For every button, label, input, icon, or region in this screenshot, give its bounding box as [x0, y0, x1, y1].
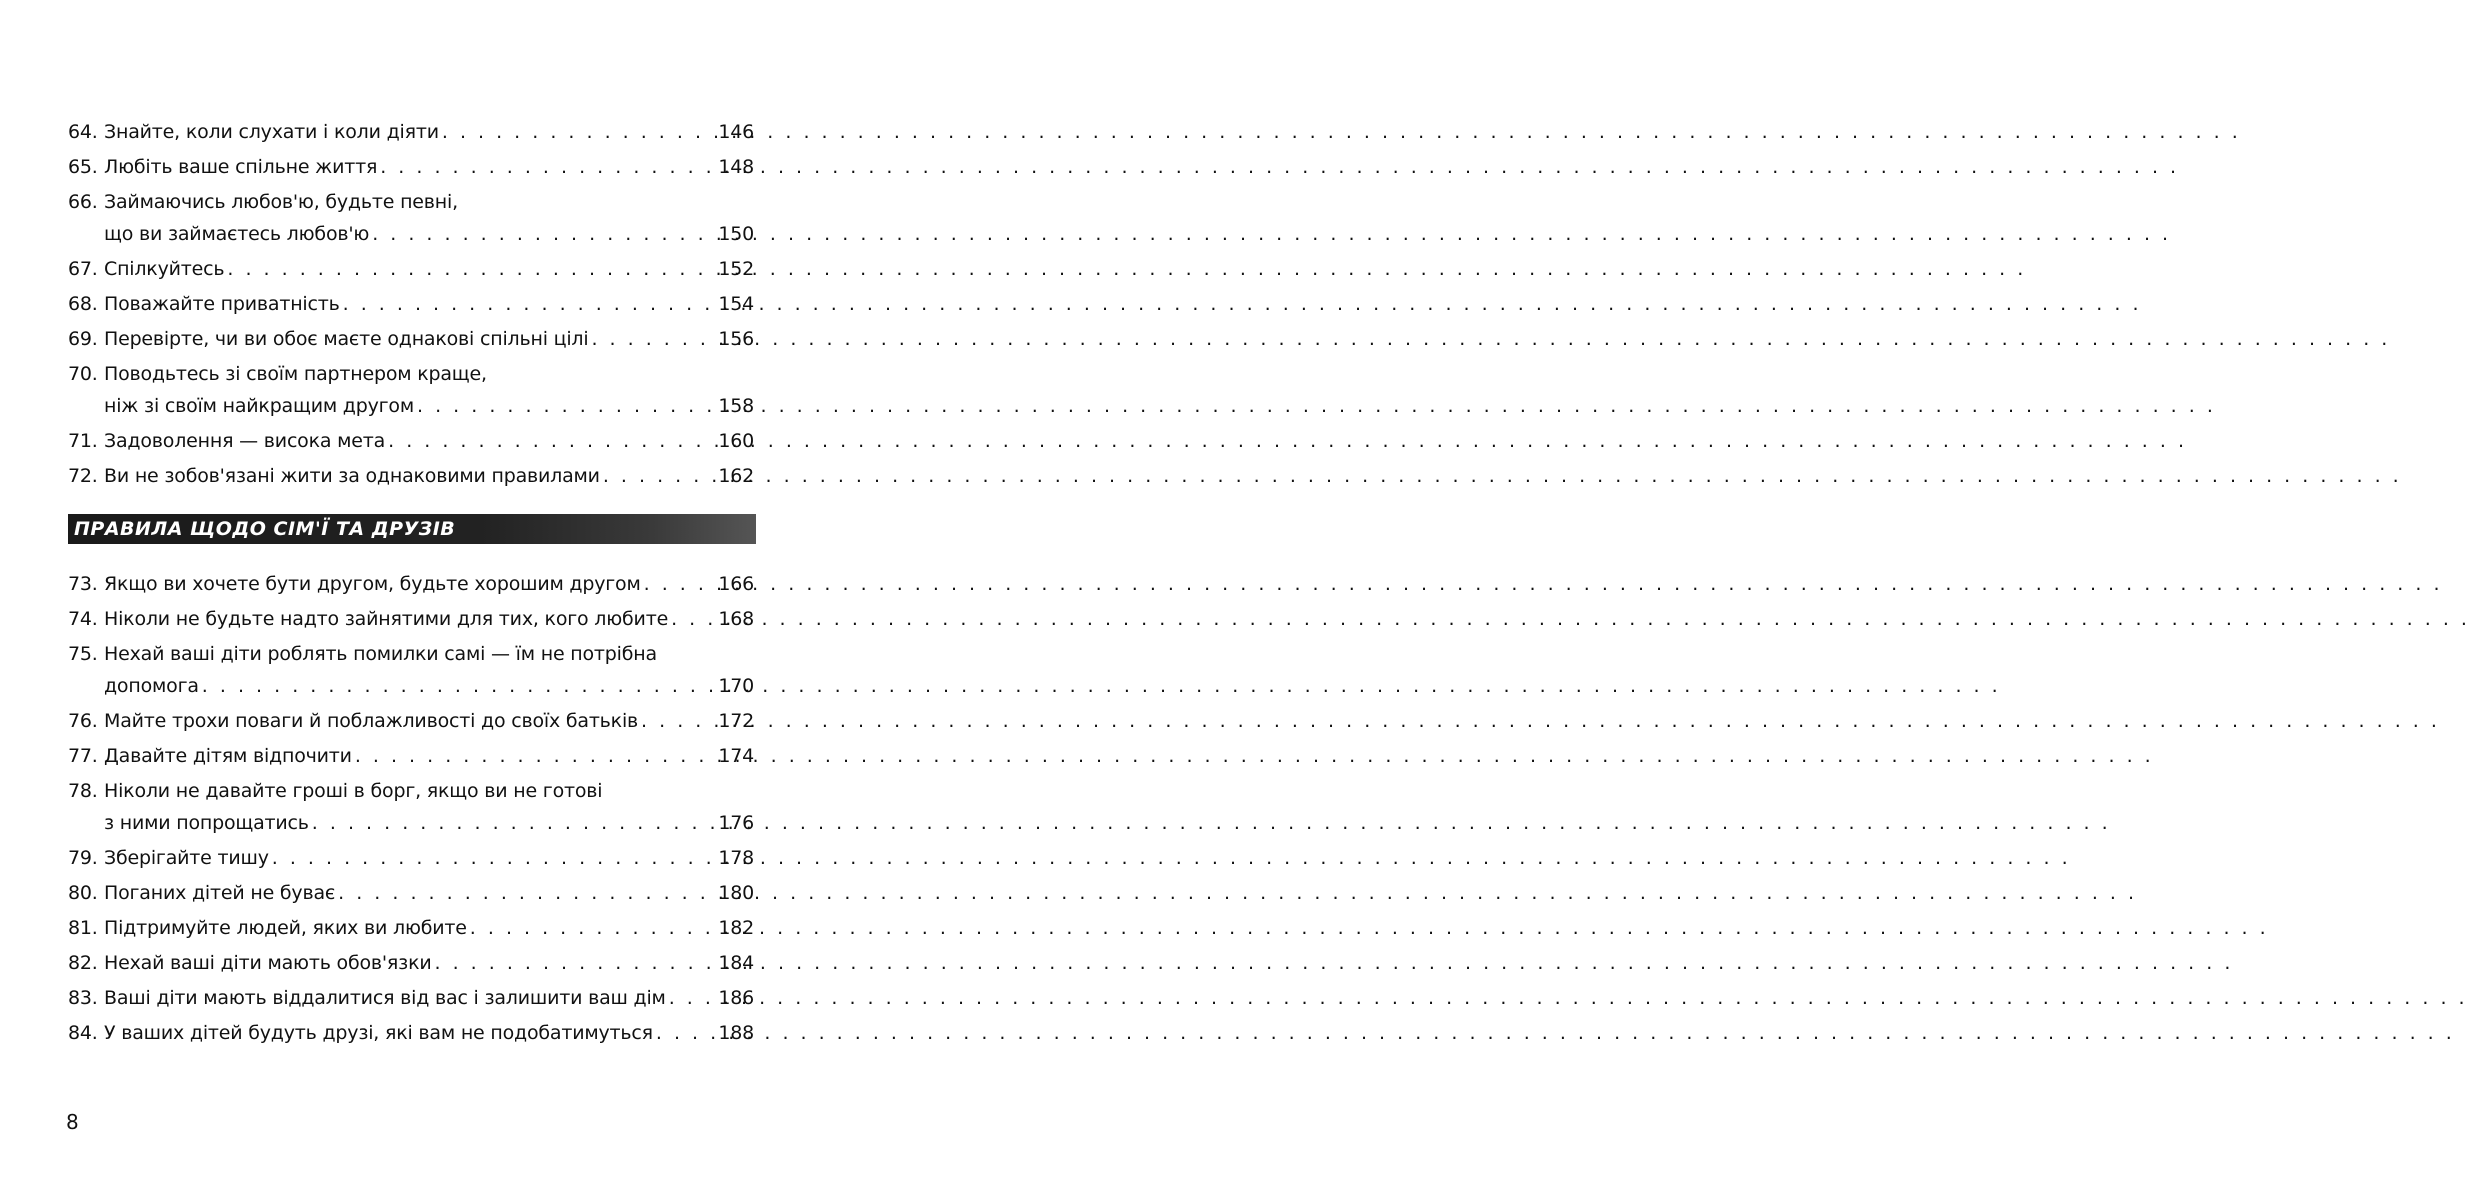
toc-entry-title: Знайте, коли слухати і коли діяти [104, 121, 439, 143]
toc-entry-page: 156 [718, 328, 754, 350]
dot-leader [388, 425, 715, 457]
dot-leader [669, 982, 716, 1014]
toc-entry-body [104, 358, 754, 422]
toc-entry-body [104, 947, 754, 979]
toc-entry-page: 180 [718, 882, 754, 904]
toc-entry-title: Ніколи не будьте надто зайнятими для тих, кого любите [104, 608, 669, 630]
toc-entry-title: допомога [104, 675, 199, 697]
toc-entry-number: 83. [68, 987, 98, 1009]
toc-entry-page: 184 [718, 952, 754, 974]
toc-entry-body [104, 705, 754, 737]
dot-leader [591, 323, 715, 355]
toc-entry-last-line [104, 151, 754, 183]
toc-entry-page: 186 [718, 987, 754, 1009]
toc-entry-body [104, 842, 754, 874]
toc-entry-number: 75. [68, 643, 98, 665]
toc-entry-last-line [104, 947, 754, 979]
toc-entry-body [104, 323, 754, 355]
toc-entry-body [104, 638, 754, 702]
toc-entry-title: Ваші діти мають віддалитися від вас і залишити ваш дім [104, 987, 666, 1009]
toc-list-relationships [68, 116, 754, 495]
toc-entry-last-line [104, 460, 754, 492]
toc-entry-page: 146 [718, 121, 754, 143]
toc-entry-body [104, 603, 754, 635]
toc-entry-number: 76. [68, 710, 98, 732]
toc-entry-body [104, 253, 754, 285]
toc-entry[interactable] [68, 186, 754, 250]
dot-leader [671, 603, 715, 635]
toc-entry-page: 170 [718, 675, 754, 697]
toc-entry-last-line [104, 842, 754, 874]
toc-entry[interactable] [68, 323, 754, 355]
dot-leader [435, 947, 716, 979]
toc-entry[interactable] [68, 358, 754, 422]
dot-leader [312, 807, 716, 839]
toc-entry-page: 182 [718, 917, 754, 939]
dot-leader [343, 288, 716, 320]
toc-entry-last-line [104, 807, 754, 839]
toc-entry-title: Задоволення — висока мета [104, 430, 386, 452]
toc-entry-body [104, 775, 754, 839]
toc-entry-page: 160 [718, 430, 754, 452]
toc-entry-body [104, 288, 754, 320]
toc-entry-last-line [104, 603, 754, 635]
toc-entry-title-line: Поводьтесь зі своїм партнером краще, [104, 363, 487, 385]
toc-entry-title: Давайте дітям відпочити [104, 745, 352, 767]
toc-entry-last-line [104, 670, 754, 702]
toc-entry-number: 81. [68, 917, 98, 939]
toc-entry-last-line [104, 253, 754, 285]
toc-entry[interactable] [68, 568, 754, 600]
toc-entry-title: Любіть ваше спільне життя [104, 156, 378, 178]
toc-entry-last-line [104, 912, 754, 944]
toc-entry-title: Поганих дітей не буває [104, 882, 336, 904]
toc-entry-last-line [104, 982, 754, 1014]
toc-entry-title: що ви займаєтесь любов'ю [104, 223, 370, 245]
toc-entry-number: 74. [68, 608, 98, 630]
toc-entry-title-line: Нехай ваші діти роблять помилки самі — їм не потрібна [104, 643, 657, 665]
toc-entry-title: Зберігайте тишу [104, 847, 269, 869]
dot-leader [380, 151, 715, 183]
toc-entry-page: 166 [718, 573, 754, 595]
toc-entry-title-line: Ніколи не давайте гроші в борг, якщо ви не готові [104, 780, 603, 802]
toc-list-family-friends [68, 568, 754, 1052]
dot-leader [355, 740, 716, 772]
toc-entry-page: 154 [718, 293, 754, 315]
toc-entry-body [104, 425, 754, 457]
toc-entry-title: Поважайте приватність [104, 293, 340, 315]
toc-entry-number: 67. [68, 258, 98, 280]
book-page [0, 0, 780, 1200]
toc-entry-body [104, 1017, 754, 1049]
toc-entry-number: 73. [68, 573, 98, 595]
toc-entry-page: 178 [718, 847, 754, 869]
toc-entry-number: 69. [68, 328, 98, 350]
toc-entry-number: 68. [68, 293, 98, 315]
toc-entry-title: ніж зі своїм найкращим другом [104, 395, 414, 417]
toc-entry[interactable] [68, 253, 754, 285]
dot-leader [641, 705, 715, 737]
toc-entry-number: 79. [68, 847, 98, 869]
toc-entry-page: 172 [718, 710, 754, 732]
toc-entry-page: 158 [718, 395, 754, 417]
dot-leader [417, 390, 715, 422]
toc-entry-last-line [104, 218, 754, 250]
toc-entry-body [104, 460, 754, 492]
dot-leader [656, 1017, 715, 1049]
dot-leader [442, 116, 715, 148]
toc-entry-number: 82. [68, 952, 98, 974]
toc-entry[interactable] [68, 603, 754, 635]
toc-entry-body [104, 186, 754, 250]
toc-entry-last-line [104, 877, 754, 909]
toc-entry-page: 176 [718, 812, 754, 834]
toc-entry[interactable] [68, 638, 754, 702]
dot-leader [227, 253, 715, 285]
toc-entry-body [104, 568, 754, 600]
toc-entry-number: 65. [68, 156, 98, 178]
dot-leader [372, 218, 715, 250]
toc-entry[interactable] [68, 842, 754, 874]
toc-entry-number: 70. [68, 363, 98, 385]
toc-entry-title: Ви не зобов'язані жити за однаковими правилами [104, 465, 600, 487]
toc-entry-last-line [104, 390, 754, 422]
toc-entry-title: Перевірте, чи ви обоє маєте однакові спільні цілі [104, 328, 589, 350]
dot-leader [644, 568, 716, 600]
toc-entry-body [104, 151, 754, 183]
toc-entry-last-line [104, 1017, 754, 1049]
toc-entry-body [104, 740, 754, 772]
section-heading-family-friends: ПРАВИЛА ЩОДО СІМ'Ї ТА ДРУЗІВ [68, 514, 756, 544]
dot-leader [272, 842, 716, 874]
page-number: 8 [66, 1110, 79, 1134]
toc-entry-title: Нехай ваші діти мають обов'язки [104, 952, 432, 974]
toc-entry-last-line [104, 323, 754, 355]
toc-entry[interactable] [68, 912, 754, 944]
dot-leader [202, 670, 716, 702]
toc-entry-page: 150 [718, 223, 754, 245]
toc-entry[interactable] [68, 775, 754, 839]
toc-entry-last-line [104, 116, 754, 148]
dot-leader [470, 912, 716, 944]
toc-entry-body [104, 912, 754, 944]
toc-entry-page: 162 [718, 465, 754, 487]
toc-entry-title: Спілкуйтесь [104, 258, 225, 280]
toc-entry-last-line [104, 705, 754, 737]
toc-entry-number: 71. [68, 430, 98, 452]
toc-entry-number: 77. [68, 745, 98, 767]
toc-entry-body [104, 877, 754, 909]
toc-entry-page: 188 [718, 1022, 754, 1044]
toc-entry-body [104, 116, 754, 148]
toc-entry-title: Майте трохи поваги й поблажливості до своїх батьків [104, 710, 639, 732]
toc-entry-body [104, 982, 754, 1014]
toc-entry[interactable] [68, 740, 754, 772]
toc-entry-last-line [104, 288, 754, 320]
toc-entry[interactable] [68, 151, 754, 183]
toc-entry-page: 174 [718, 745, 754, 767]
toc-entry[interactable] [68, 982, 754, 1014]
toc-entry[interactable] [68, 947, 754, 979]
toc-entry-last-line [104, 740, 754, 772]
toc-entry-last-line [104, 568, 754, 600]
toc-entry[interactable] [68, 460, 754, 492]
toc-entry-title: з ними попрощатись [104, 812, 309, 834]
toc-entry-title: Підтримуйте людей, яких ви любите [104, 917, 467, 939]
toc-entry-number: 84. [68, 1022, 98, 1044]
toc-entry-title: У ваших дітей будуть друзі, які вам не подобатимуться [104, 1022, 653, 1044]
toc-entry-page: 168 [718, 608, 754, 630]
toc-entry-page: 148 [718, 156, 754, 178]
toc-entry-last-line [104, 425, 754, 457]
dot-leader [603, 460, 716, 492]
dot-leader [338, 877, 715, 909]
toc-entry-page: 152 [718, 258, 754, 280]
toc-entry-title-line: Займаючись любов'ю, будьте певні, [104, 191, 458, 213]
toc-entry-number: 64. [68, 121, 98, 143]
toc-entry[interactable] [68, 288, 754, 320]
toc-entry-number: 78. [68, 780, 98, 802]
toc-entry-number: 72. [68, 465, 98, 487]
toc-entry[interactable] [68, 116, 754, 148]
toc-entry[interactable] [68, 705, 754, 737]
toc-entry[interactable] [68, 425, 754, 457]
toc-entry-number: 66. [68, 191, 98, 213]
toc-entry-title: Якщо ви хочете бути другом, будьте хорошим другом [104, 573, 641, 595]
toc-entry[interactable] [68, 877, 754, 909]
toc-entry-number: 80. [68, 882, 98, 904]
toc-entry[interactable] [68, 1017, 754, 1049]
